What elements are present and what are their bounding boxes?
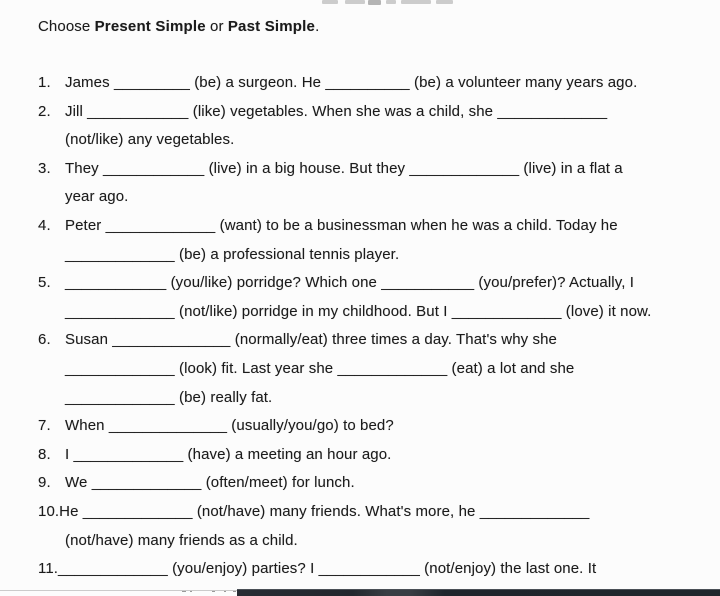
exercise-item-1 xyxy=(0,69,720,98)
exercise-item-2 xyxy=(0,98,720,155)
scan-hairline xyxy=(0,590,238,591)
exercise-text: ____________ (you/like) porridge? Which one ___________ (you/prefer)? Actually, I xyxy=(65,274,635,292)
cutoff-fragment xyxy=(368,0,381,5)
exercise-number: 7. xyxy=(38,417,51,435)
exercise-item-8 xyxy=(0,441,720,470)
exercise-item-6 xyxy=(0,326,720,412)
exercise-number: 8. xyxy=(38,445,51,463)
exercise-text: I _____________ (have) a meeting an hour ago. xyxy=(65,445,392,463)
exercise-item-3 xyxy=(0,155,720,212)
exercise-line xyxy=(0,355,720,384)
exercise-text: Peter _____________ (want) to be a businessman when he was a child. Today he xyxy=(65,216,618,234)
instruction-prefix: Choose xyxy=(38,18,95,35)
exercise-line xyxy=(0,98,720,127)
exercise-text: (not/like) any vegetables. xyxy=(65,131,235,149)
exercise-number: 10. xyxy=(38,502,60,520)
exercise-item-9 xyxy=(0,469,720,498)
exercise-text: When ______________ (usually/you/go) to bed? xyxy=(65,417,394,435)
exercise-number: 4. xyxy=(38,216,51,234)
exercise-line xyxy=(0,241,720,270)
instruction-option-past-simple: Past Simple xyxy=(227,18,316,35)
exercise-line xyxy=(0,126,720,155)
exercise-text: James _________ (be) a surgeon. He __________ (be) a volunteer many years ago. xyxy=(65,74,638,91)
exercise-text: He _____________ (not/have) many friends. What's more, he _____________ xyxy=(59,502,590,520)
exercise-line xyxy=(0,527,720,556)
cutoff-fragment xyxy=(322,0,338,4)
exercise-text: year ago. xyxy=(65,188,129,206)
cutoff-bottom-edge xyxy=(0,586,720,596)
exercise-text: _____________ (you/enjoy) parties? I ____________ (not/enjoy) the last one. It xyxy=(58,560,597,578)
cutoff-fragment xyxy=(386,0,396,4)
exercise-text: _____________ (be) really fat. xyxy=(65,388,273,406)
exercise-number: 9. xyxy=(38,474,51,492)
exercise-line xyxy=(0,498,720,527)
instruction-option-present-simple: Present Simple xyxy=(94,18,206,35)
exercise-number: 1. xyxy=(38,74,51,91)
exercise-text: We _____________ (often/meet) for lunch. xyxy=(65,474,355,492)
exercise-text: They ____________ (live) in a big house. But they _____________ (live) in a flat a xyxy=(65,159,623,177)
exercise-line xyxy=(0,212,720,241)
exercise-number: 6. xyxy=(38,331,51,349)
exercise-number: 5. xyxy=(38,274,51,292)
cutoff-title-fragments xyxy=(0,0,720,6)
instruction-suffix: . xyxy=(315,18,320,35)
exercise-item-11 xyxy=(0,555,720,584)
exercise-text: Jill ____________ (like) vegetables. When she was a child, she _____________ xyxy=(65,102,608,120)
scan-dark-bar xyxy=(237,589,720,596)
exercise-line xyxy=(0,555,720,584)
exercise-line xyxy=(0,298,720,327)
exercise-item-4 xyxy=(0,212,720,269)
exercise-number: 2. xyxy=(38,102,51,120)
exercise-item-10 xyxy=(0,498,720,555)
exercise-text: _____________ (look) fit. Last year she _____________ (eat) a lot and she xyxy=(65,359,575,377)
exercise-item-7 xyxy=(0,412,720,441)
exercise-list xyxy=(0,69,720,584)
exercise-text: (not/have) many friends as a child. xyxy=(65,531,298,549)
exercise-number: 3. xyxy=(38,159,51,177)
exercise-line xyxy=(0,183,720,212)
exercise-text: _____________ (be) a professional tennis player. xyxy=(65,245,400,263)
cutoff-fragment xyxy=(436,0,453,4)
exercise-item-5 xyxy=(0,269,720,326)
exercise-text: _____________ (not/like) porridge in my childhood. But I _____________ (love) it now. xyxy=(65,302,652,320)
exercise-text: Susan ______________ (normally/eat) three times a day. That's why she xyxy=(65,331,557,349)
exercise-line xyxy=(0,326,720,355)
exercise-line xyxy=(0,384,720,413)
cutoff-fragment xyxy=(345,0,365,4)
instruction-text xyxy=(38,18,319,35)
exercise-line xyxy=(0,269,720,298)
cutoff-fragment xyxy=(401,0,431,4)
exercise-line xyxy=(0,441,720,470)
exercise-number: 11. xyxy=(38,560,59,578)
exercise-line xyxy=(0,412,720,441)
exercise-line xyxy=(0,469,720,498)
exercise-line xyxy=(0,155,720,184)
instruction-connector: or xyxy=(205,18,228,35)
exercise-line xyxy=(0,69,720,98)
